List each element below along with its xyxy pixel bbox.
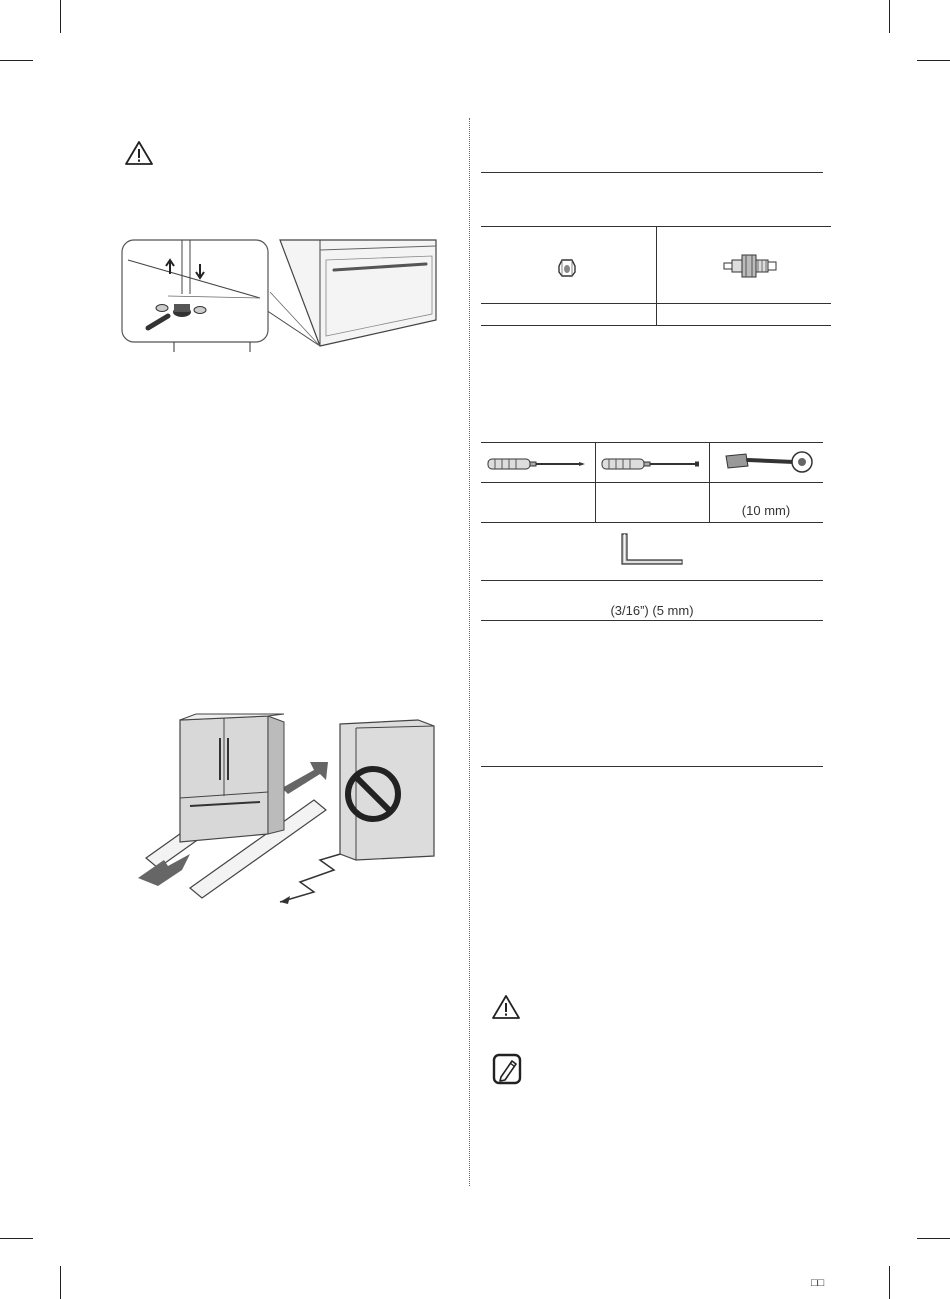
note-pencil-icon [492, 1053, 522, 1085]
crop-mark [917, 60, 950, 61]
tools-table-top [481, 442, 823, 443]
leveling-foot-illustration [120, 236, 440, 352]
allen-wrench-icon [616, 532, 686, 568]
crop-mark [0, 1238, 33, 1239]
crop-mark [60, 1266, 61, 1299]
water-valve-adapter-icon [722, 252, 778, 280]
socket-wrench-icon [722, 448, 818, 476]
crop-mark [917, 1238, 950, 1239]
fittings-table-bottom [481, 325, 831, 326]
compression-nut-icon [557, 258, 577, 278]
crop-mark [60, 0, 61, 33]
warning-triangle-icon [491, 994, 521, 1020]
tools-table-row2 [481, 522, 823, 523]
tools-table-row1 [481, 482, 823, 483]
crop-mark [0, 60, 33, 61]
fittings-table-col-divider [656, 226, 657, 325]
prohibited-icon [344, 765, 402, 823]
tools-table-row3 [481, 580, 823, 581]
section-rule [481, 766, 823, 767]
allen-wrench-size: (3/16”) (5 mm) [610, 603, 694, 618]
flat-screwdriver-icon [601, 456, 701, 472]
phillips-screwdriver-icon [487, 456, 587, 472]
warning-triangle-icon [124, 140, 154, 166]
tools-table-col-divider [595, 442, 596, 522]
page-number: □□ [811, 1277, 825, 1289]
crop-mark [889, 0, 890, 33]
section-rule [481, 172, 823, 173]
crop-mark [889, 1266, 890, 1299]
tools-table-col-divider [709, 442, 710, 522]
tools-table-bottom [481, 620, 823, 621]
socket-wrench-size: (10 mm) [741, 503, 791, 518]
column-divider [469, 118, 470, 1186]
